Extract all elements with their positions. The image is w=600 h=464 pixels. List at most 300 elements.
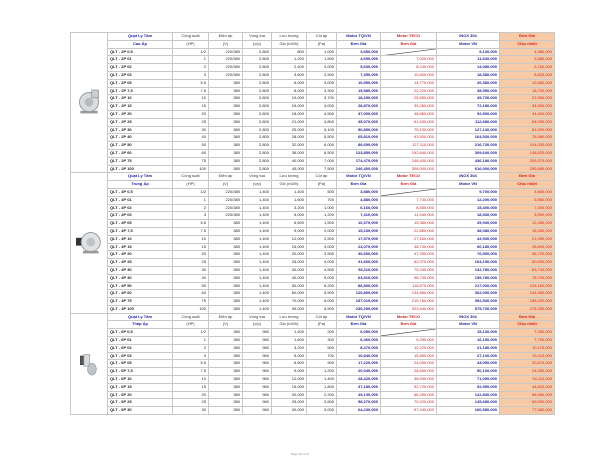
cell-model: QLT - 4P 75 bbox=[108, 298, 173, 306]
cell-pressure: 5,000 bbox=[307, 274, 337, 282]
cell-price-motor-tq: 58,270,000 bbox=[337, 399, 381, 407]
table-row bbox=[71, 95, 555, 103]
cell-model: QLT - 2P 01 bbox=[108, 56, 173, 64]
cell-power-hp: 7.5 bbox=[173, 368, 209, 376]
header-luu-luong: Lưu lượng bbox=[272, 313, 307, 321]
cell-price-inox: 159,780,000 bbox=[437, 274, 500, 282]
cell-airflow: 10,000 bbox=[272, 95, 307, 103]
table-row bbox=[71, 290, 555, 298]
cell-power-hp: 60 bbox=[173, 149, 209, 157]
header-cong-suat-unit: (HP) bbox=[173, 181, 209, 189]
header-motor-teco: Motor TECO bbox=[381, 33, 437, 41]
table-row bbox=[71, 87, 555, 95]
cell-price-heat-resistant: 76,700,000 bbox=[500, 274, 555, 282]
cell-price-motor-teco: 127,110,000 bbox=[381, 142, 437, 150]
cell-rpm: 1,400 bbox=[243, 204, 272, 212]
table-row bbox=[71, 188, 555, 196]
cell-airflow: 70,000 bbox=[272, 298, 307, 306]
cell-power-hp: 5.5 bbox=[173, 360, 209, 368]
page-footer: Page 10 of 11 bbox=[290, 452, 310, 456]
cell-rpm: 2,800 bbox=[243, 110, 272, 118]
cell-rpm: 1,400 bbox=[243, 305, 272, 313]
cell-model: QLT - 4P 15 bbox=[108, 243, 173, 251]
cell-voltage: 380 bbox=[209, 274, 243, 282]
header-cong-suat-unit: (HP) bbox=[173, 321, 209, 329]
cell-price-inox: 302,000,000 bbox=[437, 290, 500, 298]
cell-model: QLT - 4P 01 bbox=[108, 196, 173, 204]
cell-price-inox: 392,530,000 bbox=[437, 298, 500, 306]
cell-price-heat-resistant: 28,890,000 bbox=[500, 243, 555, 251]
header-motor-teco: Motor TECO bbox=[381, 173, 437, 181]
cell-price-inox: 43,930,000 bbox=[437, 235, 500, 243]
cell-voltage: 380 bbox=[209, 282, 243, 290]
cell-power-hp: 5.5 bbox=[173, 220, 209, 228]
table-row bbox=[71, 157, 555, 165]
header-chiu-nhiet-sub: Chịu nhiệt bbox=[500, 321, 555, 329]
cell-price-inox: 26,380,000 bbox=[437, 79, 500, 87]
cell-price-motor-teco: 61,630,000 bbox=[381, 118, 437, 126]
cell-airflow: 60,000 bbox=[272, 290, 307, 298]
cell-pressure: 1,800 bbox=[307, 383, 337, 391]
cell-price-heat-resistant: 34,110,000 bbox=[500, 376, 555, 384]
cell-price-motor-teco: 75,130,000 bbox=[381, 126, 437, 134]
cell-pressure: 1,400 bbox=[307, 376, 337, 384]
cell-price-motor-teco: 28,650,000 bbox=[381, 368, 437, 376]
cell-power-hp: 2 bbox=[173, 204, 209, 212]
cell-pressure: 5,500 bbox=[307, 290, 337, 298]
cell-airflow: 1,400 bbox=[272, 188, 307, 196]
header-vong-tua: Vòng tua bbox=[243, 313, 272, 321]
cell-voltage: 220/380 bbox=[209, 64, 243, 72]
table-row bbox=[71, 134, 555, 142]
cell-airflow: 1,600 bbox=[272, 196, 307, 204]
cell-price-motor-teco: 98,730,000 bbox=[381, 274, 437, 282]
cell-price-inox: 160,580,000 bbox=[437, 407, 500, 415]
cell-pressure: 4,800 bbox=[307, 118, 337, 126]
table-row bbox=[71, 383, 555, 391]
cell-airflow: 50,000 bbox=[272, 282, 307, 290]
cell-power-hp: 2 bbox=[173, 344, 209, 352]
cell-pressure: 900 bbox=[307, 360, 337, 368]
cell-pressure: 700 bbox=[307, 196, 337, 204]
cell-price-motor-teco: 38,930,000 bbox=[381, 376, 437, 384]
cell-power-hp: 10 bbox=[173, 235, 209, 243]
cell-price-inox: 132,780,000 bbox=[437, 266, 500, 274]
cell-pressure: 6,000 bbox=[307, 142, 337, 150]
cell-price-motor-tq: 4,880,000 bbox=[337, 196, 381, 204]
cell-price-motor-teco: 9,290,000 bbox=[381, 337, 437, 345]
header-dien-ap: Điện áp bbox=[209, 313, 243, 321]
cell-pressure: 500 bbox=[307, 344, 337, 352]
header-luu-luong-unit: Gió (m3/h) bbox=[272, 40, 307, 48]
cell-pressure: 2,000 bbox=[307, 227, 337, 235]
table-row bbox=[71, 274, 555, 282]
cell-voltage: 220/380 bbox=[209, 204, 243, 212]
header-cot-ap-unit: (Pa) bbox=[307, 40, 337, 48]
cell-pressure: 3,000 bbox=[307, 79, 337, 87]
table-row bbox=[71, 196, 555, 204]
cell-model: QLT - 6P 10 bbox=[108, 376, 173, 384]
cell-price-motor-tq: 8,470,000 bbox=[337, 344, 381, 352]
cell-price-heat-resistant: 148,620,000 bbox=[500, 149, 555, 157]
cell-model: QLT - 2P 25 bbox=[108, 118, 173, 126]
cell-price-motor-tq: 15,230,000 bbox=[337, 227, 381, 235]
diagonal-line bbox=[381, 189, 436, 196]
cell-price-motor-teco: 10,800,000 bbox=[381, 71, 437, 79]
cell-airflow: 8,000 bbox=[272, 87, 307, 95]
header-vong-tua-unit: (v/p) bbox=[243, 321, 272, 329]
cell-price-inox: 309,640,000 bbox=[437, 149, 500, 157]
cell-airflow: 28,000 bbox=[272, 134, 307, 142]
table-row bbox=[71, 126, 555, 134]
cell-price-motor-teco: 39,260,000 bbox=[381, 103, 437, 111]
cell-price-inox: 112,680,000 bbox=[437, 118, 500, 126]
cell-price-motor-teco: 38,730,000 bbox=[381, 243, 437, 251]
cell-price-motor-tq: 6,160,000 bbox=[337, 204, 381, 212]
cell-pressure: 5,500 bbox=[307, 134, 337, 142]
header-motor-tq: Motor TQ/VN bbox=[337, 173, 381, 181]
cell-price-inox: 11,630,000 bbox=[437, 56, 500, 64]
cell-power-hp: 10 bbox=[173, 376, 209, 384]
cell-pressure: 2,500 bbox=[307, 71, 337, 79]
cell-model: QLT - 6P 05 bbox=[108, 360, 173, 368]
cell-rpm: 960 bbox=[243, 383, 272, 391]
cell-airflow: 20,000 bbox=[272, 391, 307, 399]
cell-price-motor-tq: 10,550,000 bbox=[337, 79, 381, 87]
cell-pressure: 5,200 bbox=[307, 282, 337, 290]
cell-pressure: 2,600 bbox=[307, 399, 337, 407]
cell-price-motor-tq: 5,630,000 bbox=[337, 64, 381, 72]
cell-price-inox: 164,530,000 bbox=[437, 134, 500, 142]
cell-price-inox: 25,930,000 bbox=[437, 220, 500, 228]
cell-voltage: 380 bbox=[209, 157, 243, 165]
header-subtitle: Trung Áp bbox=[108, 181, 173, 189]
cell-pressure: 200 bbox=[307, 329, 337, 337]
cell-airflow: 20,000 bbox=[272, 251, 307, 259]
cell-price-heat-resistant: 7,400,000 bbox=[500, 204, 555, 212]
cell-voltage: 380 bbox=[209, 391, 243, 399]
cell-power-hp: 50 bbox=[173, 142, 209, 150]
header-chiu-nhiet-sub: Chịu nhiệt bbox=[500, 181, 555, 189]
cell-price-motor-teco: 118,670,000 bbox=[381, 282, 437, 290]
table-row bbox=[71, 337, 555, 345]
cell-voltage: 380 bbox=[209, 352, 243, 360]
section-header-row bbox=[71, 313, 555, 321]
cell-price-inox: 15,400,000 bbox=[437, 204, 500, 212]
cell-price-motor-tq: 10,370,000 bbox=[337, 220, 381, 228]
cell-rpm: 1,400 bbox=[243, 290, 272, 298]
cell-airflow: 1,600 bbox=[272, 337, 307, 345]
cell-price-inox: 38,080,000 bbox=[437, 227, 500, 235]
cell-pressure: 1,500 bbox=[307, 220, 337, 228]
cell-price-heat-resistant: 188,420,000 bbox=[500, 298, 555, 306]
header-chiu-nhiet: Đơn Giá bbox=[500, 33, 555, 41]
header-vong-tua: Vòng tua bbox=[243, 33, 272, 41]
cell-pressure: 6,500 bbox=[307, 149, 337, 157]
cell-price-heat-resistant: 61,020,000 bbox=[500, 126, 555, 134]
cell-price-inox: 12,200,000 bbox=[437, 196, 500, 204]
cell-price-motor-teco: 93,500,000 bbox=[381, 134, 437, 142]
cell-pressure: 1,200 bbox=[307, 212, 337, 220]
cell-price-inox: 50,100,000 bbox=[437, 368, 500, 376]
cell-voltage: 380 bbox=[209, 399, 243, 407]
cell-price-motor-tq: 230,290,000 bbox=[337, 305, 381, 313]
table-row bbox=[71, 204, 555, 212]
price-table-page bbox=[70, 32, 554, 415]
table-row bbox=[71, 110, 555, 118]
cell-model: QLT - 6P 25 bbox=[108, 399, 173, 407]
table-row bbox=[71, 243, 555, 251]
cell-airflow: 12,000 bbox=[272, 376, 307, 384]
price-table bbox=[70, 32, 555, 415]
header-inox-sub: Motor VN bbox=[437, 40, 500, 48]
table-row bbox=[71, 305, 555, 313]
cell-price-heat-resistant: 8,900,000 bbox=[500, 212, 555, 220]
cell-airflow: 18,000 bbox=[272, 110, 307, 118]
cell-model: QLT - 6P 03 bbox=[108, 352, 173, 360]
table-row bbox=[71, 407, 555, 415]
cell-airflow: 40,000 bbox=[272, 157, 307, 165]
cell-price-heat-resistant: 44,620,000 bbox=[500, 383, 555, 391]
fan-icon bbox=[71, 173, 107, 312]
cell-price-motor-tq: 3,880,000 bbox=[337, 188, 381, 196]
table-row bbox=[71, 376, 555, 384]
cell-model: QLT - 2P 60 bbox=[108, 149, 173, 157]
cell-voltage: 220/380 bbox=[209, 188, 243, 196]
cell-airflow: 1,400 bbox=[272, 329, 307, 337]
cell-price-motor-tq: 7,350,000 bbox=[337, 71, 381, 79]
cell-price-motor-tq: 64,230,000 bbox=[337, 407, 381, 415]
table-row bbox=[71, 399, 555, 407]
cell-power-hp: 25 bbox=[173, 118, 209, 126]
cell-voltage: 380 bbox=[209, 149, 243, 157]
cell-airflow: 9,000 bbox=[272, 368, 307, 376]
cell-price-motor-tq: 28,870,000 bbox=[337, 103, 381, 111]
cell-model: QLT - 4P 100 bbox=[108, 305, 173, 313]
cell-model: QLT - 6P 7,5 bbox=[108, 368, 173, 376]
cell-price-motor-teco: 7,020,000 bbox=[381, 56, 437, 64]
cell-price-motor-tq: 63,910,000 bbox=[337, 274, 381, 282]
cell-price-heat-resistant: 4,380,000 bbox=[500, 48, 555, 56]
cell-price-heat-resistant: 36,720,000 bbox=[500, 251, 555, 259]
table-row bbox=[71, 165, 555, 173]
cell-pressure: 2,500 bbox=[307, 235, 337, 243]
cell-rpm: 1,400 bbox=[243, 196, 272, 204]
diagonal-line bbox=[381, 49, 436, 56]
table-row bbox=[71, 251, 555, 259]
header-subtitle: Thấp Áp bbox=[108, 321, 173, 329]
cell-price-heat-resistant: 18,700,000 bbox=[500, 87, 555, 95]
cell-price-inox: 122,830,000 bbox=[437, 391, 500, 399]
header-motor-tq: Motor TQ/VN bbox=[337, 33, 381, 41]
cell-price-inox: 45,730,000 bbox=[437, 95, 500, 103]
cell-price-motor-teco: 22,860,000 bbox=[381, 227, 437, 235]
table-row bbox=[71, 298, 555, 306]
cell-airflow: 30,000 bbox=[272, 266, 307, 274]
cell-price-motor-teco: 97,040,000 bbox=[381, 407, 437, 415]
cell-airflow: 2,400 bbox=[272, 64, 307, 72]
cell-price-motor-teco: 22,220,000 bbox=[381, 87, 437, 95]
cell-voltage: 380 bbox=[209, 126, 243, 134]
table-row bbox=[71, 142, 555, 150]
cell-price-heat-resistant: 6,760,000 bbox=[500, 64, 555, 72]
cell-power-hp: 1 bbox=[173, 56, 209, 64]
header-motor-teco-sub: Đơn Giá bbox=[381, 40, 437, 48]
cell-rpm: 2,800 bbox=[243, 48, 272, 56]
cell-price-inox: 616,000,000 bbox=[437, 165, 500, 173]
cell-voltage: 380 bbox=[209, 134, 243, 142]
table-row bbox=[71, 352, 555, 360]
cell-rpm: 2,800 bbox=[243, 56, 272, 64]
section-header-row bbox=[71, 181, 555, 189]
cell-model: QLT - 6P 02 bbox=[108, 344, 173, 352]
cell-rpm: 1,400 bbox=[243, 212, 272, 220]
cell-rpm: 960 bbox=[243, 376, 272, 384]
cell-price-inox: 43,050,000 bbox=[437, 360, 500, 368]
cell-price-heat-resistant: 50,000,000 bbox=[500, 259, 555, 267]
cell-price-inox: 436,180,000 bbox=[437, 157, 500, 165]
cell-price-motor-teco: 246,400,000 bbox=[381, 157, 437, 165]
header-cot-ap: Cột áp bbox=[307, 173, 337, 181]
cell-price-motor-teco: 62,070,000 bbox=[381, 259, 437, 267]
cell-voltage: 380 bbox=[209, 290, 243, 298]
cell-price-inox: 14,080,000 bbox=[437, 64, 500, 72]
cell-power-hp: 50 bbox=[173, 282, 209, 290]
cell-airflow: 6,000 bbox=[272, 79, 307, 87]
cell-pressure: 1,500 bbox=[307, 56, 337, 64]
cell-price-motor-tq: 123,850,000 bbox=[337, 149, 381, 157]
cell-rpm: 1,400 bbox=[243, 266, 272, 274]
header-cong-suat-unit: (HP) bbox=[173, 40, 209, 48]
cell-price-heat-resistant: 18,280,000 bbox=[500, 227, 555, 235]
cell-airflow: 15,000 bbox=[272, 103, 307, 111]
cell-rpm: 2,800 bbox=[243, 87, 272, 95]
cell-price-inox: 104,150,000 bbox=[437, 259, 500, 267]
cell-power-hp: 5.5 bbox=[173, 79, 209, 87]
cell-power-hp: 3 bbox=[173, 212, 209, 220]
cell-price-heat-resistant: 63,740,000 bbox=[500, 266, 555, 274]
cell-price-heat-resistant: 34,650,000 bbox=[500, 103, 555, 111]
cell-power-hp: 40 bbox=[173, 134, 209, 142]
cell-voltage: 380 bbox=[209, 360, 243, 368]
header-dien-ap-unit: (V) bbox=[209, 321, 243, 329]
cell-price-heat-resistant: 209,370,000 bbox=[500, 157, 555, 165]
cell-voltage: 380 bbox=[209, 259, 243, 267]
cell-model: QLT - 2P 10 bbox=[108, 95, 173, 103]
table-row bbox=[71, 227, 555, 235]
cell-airflow: 36,000 bbox=[272, 149, 307, 157]
cell-price-heat-resistant: 5,580,000 bbox=[500, 56, 555, 64]
cell-price-heat-resistant: 276,350,000 bbox=[500, 305, 555, 313]
cell-price-motor-tq: 65,810,000 bbox=[337, 134, 381, 142]
cell-power-hp: 1/2 bbox=[173, 48, 209, 56]
cell-pressure: 6,500 bbox=[307, 305, 337, 313]
cell-price-motor-tq: 120,800,000 bbox=[337, 290, 381, 298]
cell-airflow: 25,000 bbox=[272, 126, 307, 134]
cell-pressure: 700 bbox=[307, 352, 337, 360]
cell-rpm: 2,800 bbox=[243, 149, 272, 157]
cell-price-motor-teco: 79,220,000 bbox=[381, 399, 437, 407]
cell-price-motor-tq: 28,420,000 bbox=[337, 376, 381, 384]
cell-pressure: 3,000 bbox=[307, 243, 337, 251]
cell-voltage: 380 bbox=[209, 227, 243, 235]
cell-price-motor-teco: 48,860,000 bbox=[381, 110, 437, 118]
cell-pressure: 500 bbox=[307, 188, 337, 196]
cell-model: QLT - 6P 15 bbox=[108, 383, 173, 391]
cell-model: QLT - 6P 20 bbox=[108, 391, 173, 399]
cell-price-inox: 145,680,000 bbox=[437, 399, 500, 407]
table-row bbox=[71, 79, 555, 87]
table-row bbox=[71, 56, 555, 64]
cell-price-motor-teco: 7,740,000 bbox=[381, 196, 437, 204]
cell-price-motor-tq: 24,070,000 bbox=[337, 243, 381, 251]
cell-model: QLT - 2P 75 bbox=[108, 157, 173, 165]
cell-voltage: 380 bbox=[209, 329, 243, 337]
cell-price-motor-tq: 17,570,000 bbox=[337, 235, 381, 243]
cell-price-heat-resistant: 7,750,000 bbox=[500, 337, 555, 345]
fan-image bbox=[71, 173, 108, 313]
cell-not-available bbox=[381, 188, 437, 196]
header-dien-ap: Điện áp bbox=[209, 173, 243, 181]
cell-rpm: 960 bbox=[243, 352, 272, 360]
cell-voltage: 220/380 bbox=[209, 71, 243, 79]
cell-rpm: 1,400 bbox=[243, 235, 272, 243]
cell-airflow: 3,200 bbox=[272, 344, 307, 352]
cell-airflow: 21,000 bbox=[272, 118, 307, 126]
header-title: Quạt Ly Tâm bbox=[108, 33, 173, 41]
cell-price-motor-tq: 45,070,000 bbox=[337, 118, 381, 126]
cell-rpm: 2,800 bbox=[243, 95, 272, 103]
cell-price-heat-resistant: 24,050,000 bbox=[500, 368, 555, 376]
cell-rpm: 1,400 bbox=[243, 259, 272, 267]
cell-price-inox: 92,500,000 bbox=[437, 110, 500, 118]
header-inox-sub: Motor VN bbox=[437, 181, 500, 189]
cell-model: QLT - 2P 100 bbox=[108, 165, 173, 173]
header-dien-ap-unit: (V) bbox=[209, 181, 243, 189]
cell-price-motor-tq: 53,110,000 bbox=[337, 266, 381, 274]
table-row bbox=[71, 71, 555, 79]
cell-price-motor-teco: 8,240,000 bbox=[381, 64, 437, 72]
cell-power-hp: 7.5 bbox=[173, 87, 209, 95]
cell-price-inox: 127,130,000 bbox=[437, 126, 500, 134]
cell-voltage: 380 bbox=[209, 383, 243, 391]
header-luu-luong-unit: Gió (m3/h) bbox=[272, 321, 307, 329]
cell-model: QLT - 4P 25 bbox=[108, 259, 173, 267]
cell-model: QLT - 4P 50 bbox=[108, 282, 173, 290]
header-inox: INOX 304 bbox=[437, 33, 500, 41]
cell-price-motor-teco: 12,220,000 bbox=[381, 344, 437, 352]
cell-model: QLT - 2P 20 bbox=[108, 110, 173, 118]
cell-voltage: 380 bbox=[209, 87, 243, 95]
cell-price-motor-teco: 24,000,000 bbox=[381, 360, 437, 368]
table-row bbox=[71, 48, 555, 56]
cell-power-hp: 20 bbox=[173, 110, 209, 118]
cell-price-motor-tq: 49,130,000 bbox=[337, 391, 381, 399]
header-title: Quạt Ly Tâm bbox=[108, 173, 173, 181]
cell-rpm: 2,800 bbox=[243, 79, 272, 87]
cell-pressure: 3,000 bbox=[307, 407, 337, 415]
table-row bbox=[71, 220, 555, 228]
cell-power-hp: 20 bbox=[173, 391, 209, 399]
cell-voltage: 380 bbox=[209, 344, 243, 352]
cell-airflow: 3,600 bbox=[272, 71, 307, 79]
cell-price-motor-tq: 174,470,000 bbox=[337, 157, 381, 165]
cell-pressure: 1,000 bbox=[307, 204, 337, 212]
header-dien-ap: Điện áp bbox=[209, 33, 243, 41]
cell-price-inox: 16,150,000 bbox=[437, 337, 500, 345]
cell-airflow: 95,000 bbox=[272, 305, 307, 313]
cell-model: QLT - 2P 40 bbox=[108, 134, 173, 142]
